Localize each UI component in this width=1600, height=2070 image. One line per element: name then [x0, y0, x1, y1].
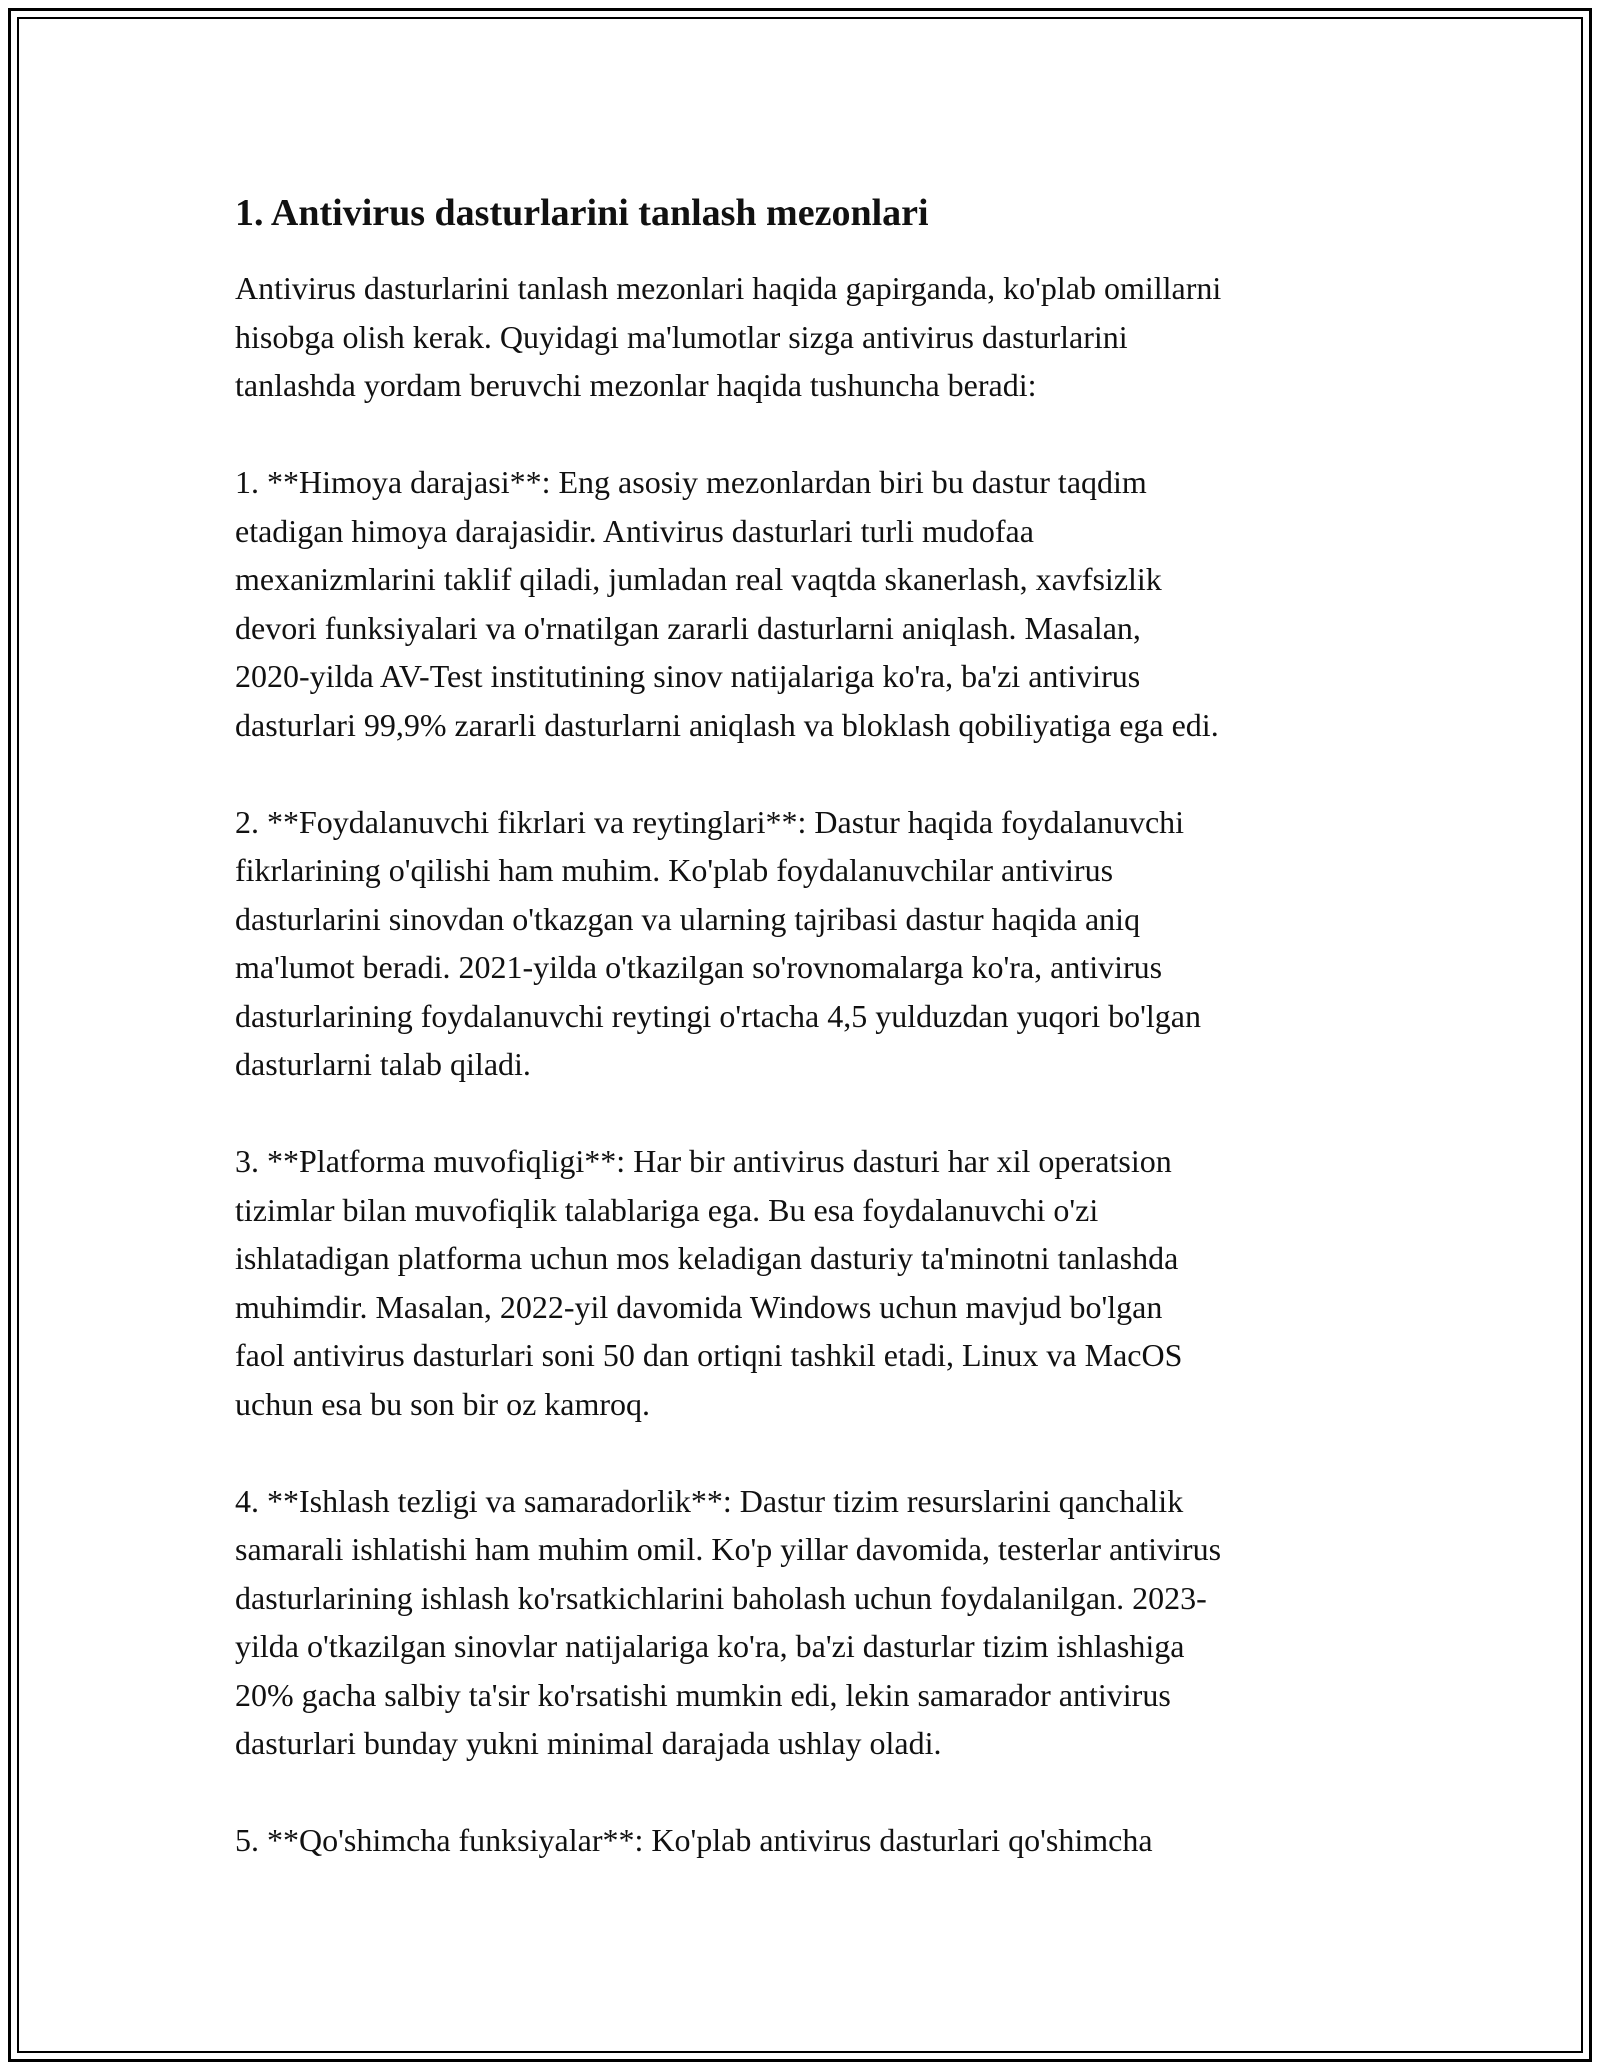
text-line: ma'lumot beradi. 2021-yilda o'tkazilgan so'rovnomalarga ko'ra, antivirus	[235, 949, 1163, 985]
text-line: 3. **Platforma muvofiqligi**: Har bir antivirus dasturi har xil operatsion	[235, 1143, 1172, 1179]
text-line: uchun esa bu son bir oz kamroq.	[235, 1385, 651, 1422]
text-line: dasturlarining ishlash ko'rsatkichlarini baholash uchun foydalanilgan. 2023-	[235, 1579, 1207, 1616]
text-line: etadigan himoya darajasidir. Antivirus dasturlari turli mudofaa	[235, 512, 1034, 549]
text-line: faol antivirus dasturlari soni 50 dan ortiqni tashkil etadi, Linux va MacOS	[235, 1337, 1183, 1373]
document-content	[235, 188, 1385, 1913]
text-line: 5. **Qo'shimcha funksiyalar**: Ko'plab antivirus dasturlari qo'shimcha	[235, 1822, 1153, 1858]
intro-paragraph	[235, 264, 1385, 410]
text-line: Antivirus dasturlarini tanlash mezonlari haqida gapirganda, ko'plab omillarni	[235, 270, 1222, 306]
text-line: dasturlarni talab qiladi.	[235, 1046, 531, 1082]
text-line: tizimlar bilan muvofiqlik talablariga ega. Bu esa foydalanuvchi o'zi	[235, 1191, 1099, 1228]
text-line: 20% gacha salbiy ta'sir ko'rsatishi mumkin edi, lekin samarador antivirus	[235, 1676, 1171, 1713]
criterion-1-paragraph	[235, 458, 1385, 749]
text-line: 1. **Himoya darajasi**: Eng asosiy mezonlardan biri bu dastur taqdim	[235, 464, 1147, 500]
text-line: dasturlari 99,9% zararli dasturlarni aniqlash va bloklash qobiliyatiga ega edi.	[235, 706, 1219, 743]
text-line: 2020-yilda AV-Test institutining sinov natijalariga ko'ra, ba'zi antivirus	[235, 658, 1141, 694]
text-line: yilda o'tkazilgan sinovlar natijalariga ko'ra, ba'zi dasturlar tizim ishlashiga	[235, 1628, 1185, 1664]
text-line: 4. **Ishlash tezligi va samaradorlik**: Dastur tizim resurslarini qanchalik	[235, 1482, 1184, 1519]
text-line: muhimdir. Masalan, 2022-yil davomida Windows uchun mavjud bo'lgan	[235, 1288, 1163, 1325]
text-line: mexanizmlarini taklif qiladi, jumladan real vaqtda skanerlash, xavfsizlik	[235, 561, 1162, 597]
criterion-3-paragraph	[235, 1137, 1385, 1428]
text-line: fikrlarining o'qilishi ham muhim. Ko'plab foydalanuvchilar antivirus	[235, 852, 1114, 888]
criterion-2-paragraph	[235, 798, 1385, 1089]
text-line: dasturlarining foydalanuvchi reytingi o'rtacha 4,5 yulduzdan yuqori bo'lgan	[235, 997, 1201, 1034]
text-line: dasturlarini sinovdan o'tkazgan va ularning tajribasi dastur haqida aniq	[235, 900, 1141, 937]
criterion-4-paragraph	[235, 1477, 1385, 1768]
section-heading: 1. Antivirus dasturlarini tanlash mezonlari	[235, 192, 929, 234]
text-line: dasturlari bunday yukni minimal darajada ushlay oladi.	[235, 1725, 942, 1761]
text-line: ishlatadigan platforma uchun mos keladigan dasturiy ta'minotni tanlashda	[235, 1240, 1179, 1276]
text-line: hisobga olish kerak. Quyidagi ma'lumotlar sizga antivirus dasturlarini	[235, 318, 1128, 355]
text-line: devori funksiyalari va o'rnatilgan zararli dasturlarni aniqlash. Masalan,	[235, 609, 1141, 646]
text-line: 2. **Foydalanuvchi fikrlari va reytinglari**: Dastur haqida foydalanuvchi	[235, 803, 1185, 840]
criterion-5-paragraph	[235, 1816, 1385, 1865]
text-line: samarali ishlatishi ham muhim omil. Ko'p yillar davomida, testerlar antivirus	[235, 1531, 1222, 1567]
text-line: tanlashda yordam beruvchi mezonlar haqida tushuncha beradi:	[235, 367, 1037, 403]
